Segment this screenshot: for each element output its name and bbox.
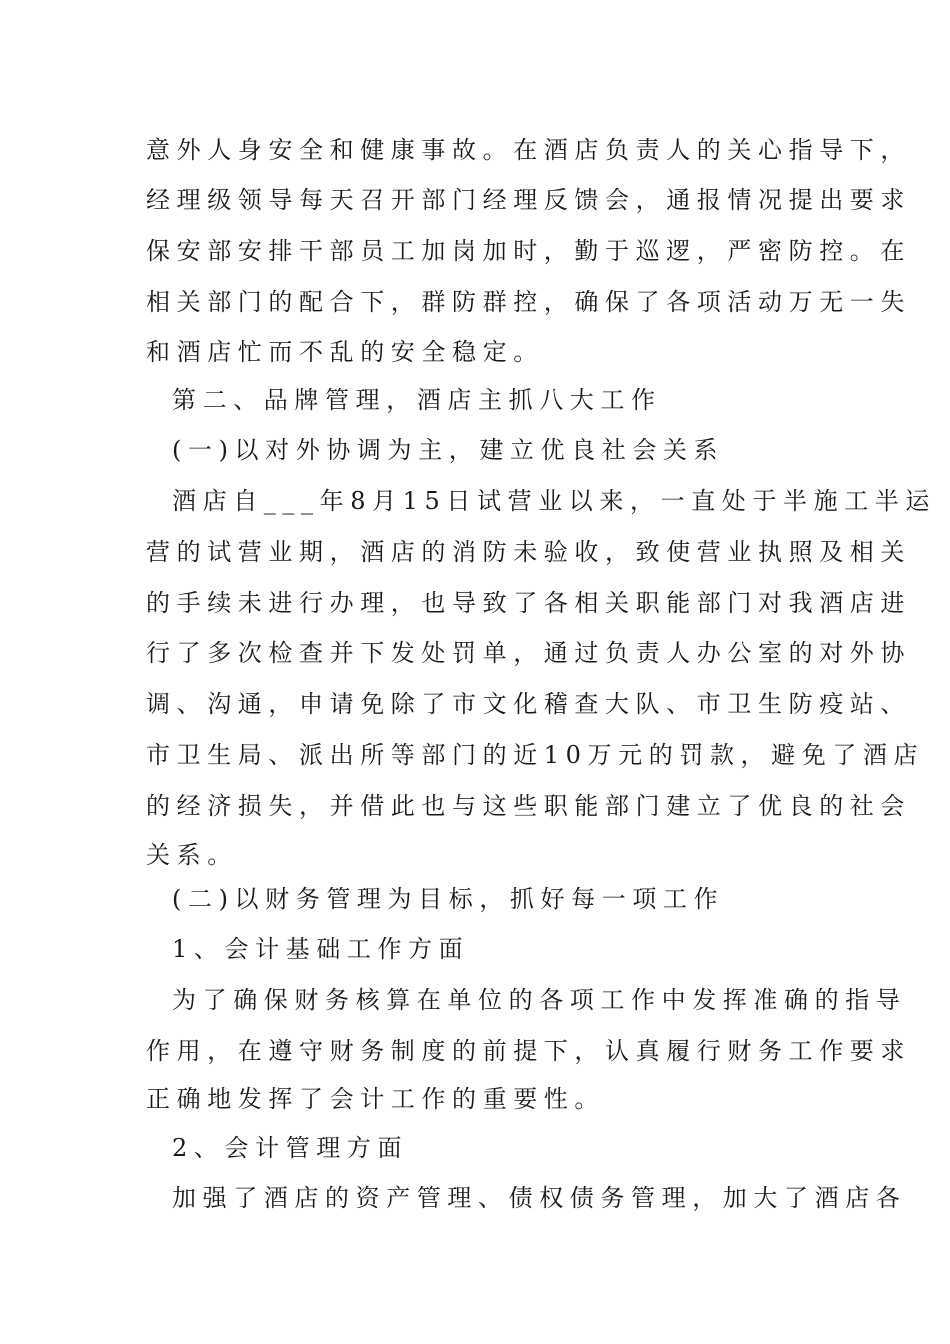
text-line: 行了多次检查并下发处罚单，通过负责人办公室的对外协 [146,639,911,667]
text-line: 为了确保财务核算在单位的各项工作中发挥准确的指导 [172,986,907,1014]
item-heading: 2、会计管理方面 [172,1134,409,1162]
subsection-heading: (一)以对外协调为主，建立优良社会关系 [172,436,725,464]
text-line: 的手续未进行办理，也导致了各相关职能部门对我酒店进 [146,589,911,617]
text-line: 加强了酒店的资产管理、债权债务管理，加大了酒店各 [172,1184,907,1212]
text-line: 营的试营业期，酒店的消防未验收，致使营业执照及相关 [146,538,911,566]
text-line: 保安部安排干部员工加岗加时，勤于巡逻，严密防控。在 [146,237,911,265]
text-line: 市卫生局、派出所等部门的近10万元的罚款，避免了酒店 [146,741,925,769]
text-line: 关系。 [146,841,238,869]
text-line: 意外人身安全和健康事故。在酒店负责人的关心指导下， [146,136,911,164]
text-line: 相关部门的配合下，群防群控，确保了各项活动万无一失 [146,288,911,316]
section-heading: 第二、品牌管理，酒店主抓八大工作 [172,386,662,414]
text-line: 和酒店忙而不乱的安全稳定。 [146,338,544,366]
text-line: 酒店自___年8月15日试营业以来，一直处于半施工半运 [172,487,937,515]
subsection-heading: (二)以财务管理为目标，抓好每一项工作 [172,885,725,913]
item-heading: 1、会计基础工作方面 [172,935,470,963]
text-line: 调、沟通，申请免除了市文化稽查大队、市卫生防疫站、 [146,690,911,718]
text-line: 的经济损失，并借此也与这些职能部门建立了优良的社会 [146,792,911,820]
text-line: 经理级领导每天召开部门经理反馈会，通报情况提出要求 [146,186,911,214]
text-line: 正确地发挥了会计工作的重要性。 [146,1085,605,1113]
text-line: 作用，在遵守财务制度的前提下，认真履行财务工作要求 [146,1037,911,1065]
